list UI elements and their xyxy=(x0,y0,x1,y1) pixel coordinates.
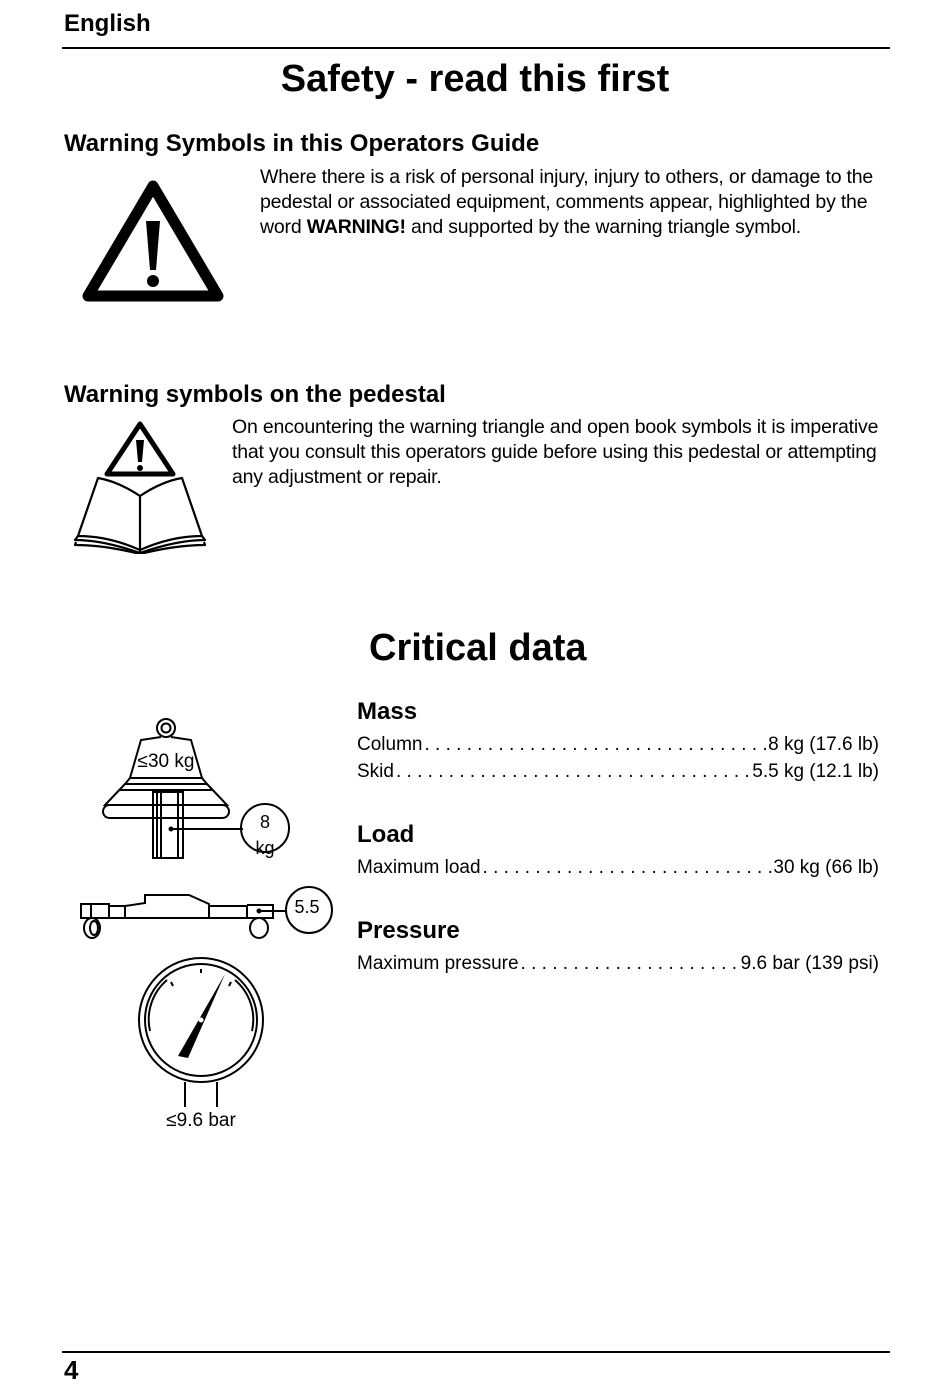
header-language: English xyxy=(64,10,151,37)
pedestal-symbols-text: On encountering the warning triangle and open book symbols it is imperative that you consult this operators guide before using this pedestal or attempting any adjustment or repair. xyxy=(232,416,879,488)
spec-value: 30 kg (66 lb) xyxy=(773,857,879,878)
dot-leader xyxy=(394,760,752,784)
pressure-heading: Pressure xyxy=(357,917,460,944)
page-number: 4 xyxy=(64,1355,79,1385)
spec-label: Maximum load xyxy=(357,857,481,878)
critical-data-title: Critical data xyxy=(369,627,587,669)
max-load-label: ≤30 kg xyxy=(137,751,195,772)
spec-label: Skid xyxy=(357,761,394,782)
dot-leader xyxy=(422,733,768,757)
spec-row-column xyxy=(357,733,879,757)
spec-label: Column xyxy=(357,734,423,755)
spec-value: 9.6 bar (139 psi) xyxy=(740,953,879,974)
guide-symbols-heading: Warning Symbols in this Operators Guide xyxy=(64,130,540,157)
spec-label: Maximum pressure xyxy=(357,953,519,974)
max-pressure-label: ≤9.6 bar xyxy=(166,1110,236,1131)
warning-keyword: WARNING! xyxy=(306,216,406,238)
warning-book-icon xyxy=(70,418,210,554)
pedestal-illustration xyxy=(75,712,340,1137)
spec-row-max-pressure xyxy=(357,952,879,976)
column-mass-number: 8 xyxy=(259,812,271,832)
skid-mass-label: 5.5 xyxy=(294,897,320,917)
spec-row-max-load xyxy=(357,856,879,880)
load-heading: Load xyxy=(357,821,415,848)
dot-leader xyxy=(481,856,774,880)
mass-heading: Mass xyxy=(357,698,418,725)
spec-value: 5.5 kg (12.1 lb) xyxy=(752,761,879,782)
spec-row-skid xyxy=(357,760,879,784)
warning-triangle-icon xyxy=(80,176,226,304)
column-mass-unit: kg xyxy=(255,838,275,858)
header-rule xyxy=(62,47,890,49)
pedestal-symbols-heading: Warning symbols on the pedestal xyxy=(64,381,446,408)
footer-rule xyxy=(62,1351,890,1353)
dot-leader xyxy=(519,952,741,976)
spec-value: 8 kg (17.6 lb) xyxy=(768,734,879,755)
guide-symbols-text: Where there is a risk of personal injury, injury to others, or damage to the pedestal or associated equipment, comments appear, highlighted by the word WARNING! and supported by the warning triangle symbol. xyxy=(260,166,874,238)
page-title: Safety - read this first xyxy=(280,58,670,100)
